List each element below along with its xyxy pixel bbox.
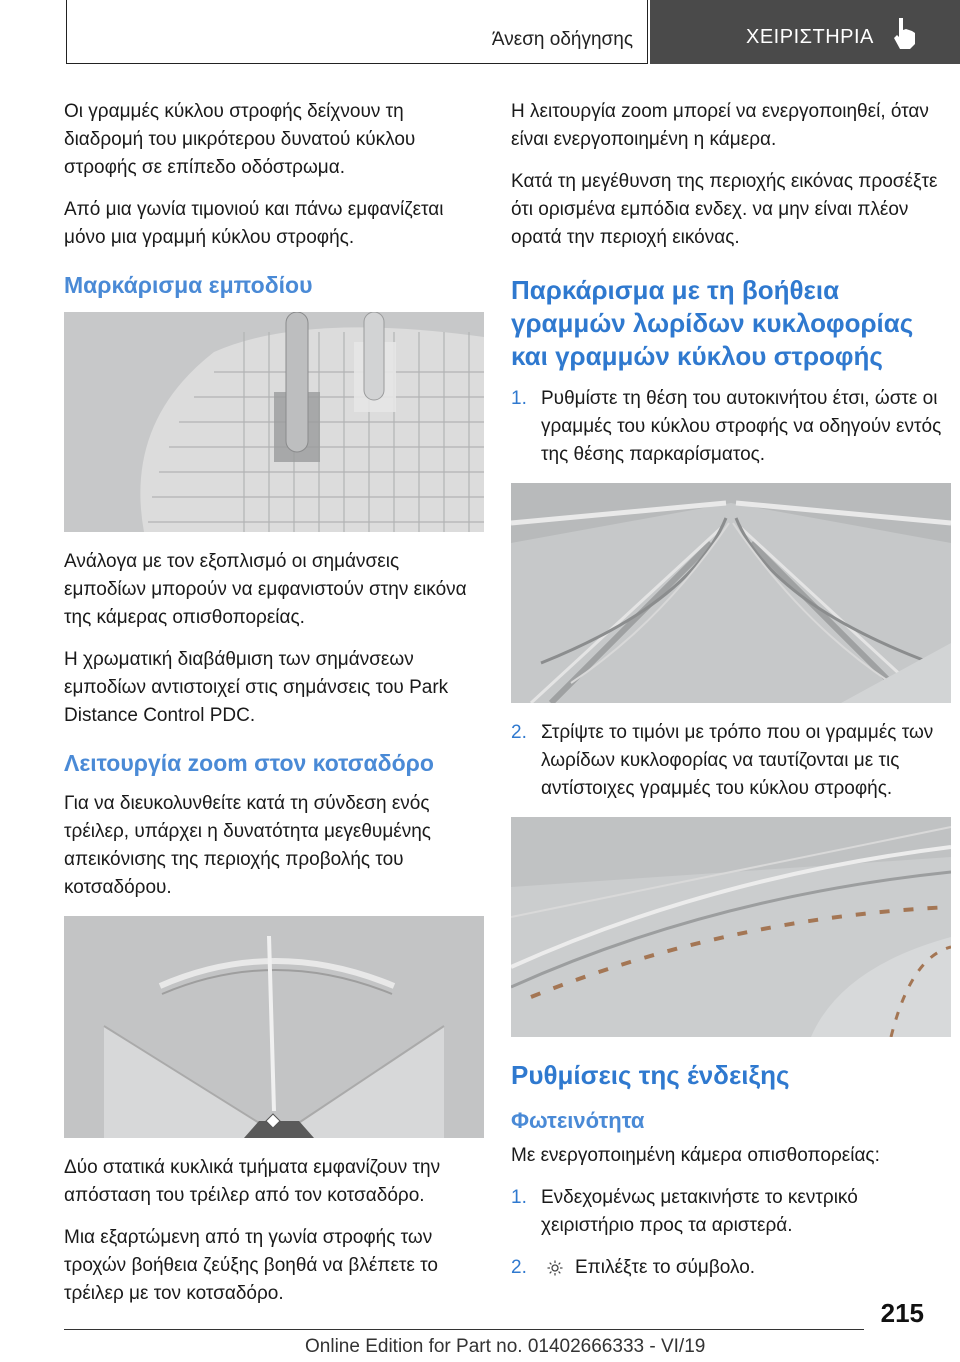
step-number: 1.: [511, 1187, 527, 1208]
lane-alignment-figure: [511, 817, 951, 1037]
paragraph: Ανάλογα με τον εξοπλισμό οι σημάνσεις εμποδίων μπορούν να εμφανιστούν στην εικόνα της κάμερας οπισθοπορείας.: [64, 551, 467, 628]
footer-divider: [64, 1329, 864, 1330]
step-number: 2.: [511, 1257, 527, 1278]
left-column: [64, 98, 484, 1322]
hitch-zoom-figure: [64, 916, 484, 1138]
heading-brightness: Φωτεινότητα: [511, 1108, 645, 1133]
paragraph: Δύο στατικά κυκλικά τμήματα εμφανίζουν την απόσταση του τρέιλερ από τον κοτσαδόρο.: [64, 1157, 441, 1206]
heading-display-settings: Ρυθμίσεις της ένδειξης: [511, 1060, 790, 1090]
lane-lines-figure: [511, 483, 951, 703]
step-text: Στρίψτε το τιμόνι με τρόπο που οι γραμμές των λωρίδων κυκλοφορίας να ταυτίζονται με τις αντίστοιχες γραμμές του κύκλου στροφής.: [541, 722, 934, 799]
paragraph: Οι γραμμές κύκλου στροφής δείχνουν τη διαδρομή του μικρότερου δυνατού κύκλου στροφής σε επίπεδο οδόστρωμα.: [64, 101, 416, 178]
right-column: [511, 98, 951, 1296]
parking-steps: [511, 385, 951, 469]
heading-zoom-hitch: Λειτουργία zoom στον κοτσαδόρο: [64, 750, 434, 776]
footer-edition: Online Edition for Part no. 01402666333 - VI/19: [305, 1336, 706, 1357]
header-section-title: Άνεση οδήγησης: [491, 29, 633, 50]
paragraph: Κατά τη μεγέθυνση της περιοχής εικόνας προσέξτε ότι ορισμένα εμπόδια ενδεχ. να μην είναι πλέον ορατά την περιοχή εικόνας.: [511, 171, 938, 248]
step-number: 2.: [511, 722, 527, 743]
parking-steps-continued: [511, 719, 951, 803]
paragraph: Για να διευκολυνθείτε κατά τη σύνδεση ενός τρέιλερ, υπάρχει η δυνατότητα μεγεθυμένης απεικόνισης της περιοχής προβολής του κοτσαδόρου.: [64, 793, 431, 898]
paragraph: Από μια γωνία τιμονιού και πάνω εμφανίζεται μόνο μια γραμμή κύκλου στροφής.: [64, 199, 444, 248]
page-number: 215: [880, 1298, 924, 1328]
paragraph: Με ενεργοποιημένη κάμερα οπισθοπορείας:: [511, 1145, 880, 1166]
heading-parking-assist: Παρκάρισμα με τη βοήθεια γραμμών λωρίδων κυκλοφορίας και γραμμών κύκλου στροφής: [511, 275, 914, 371]
obstacle-marking-figure: [64, 312, 484, 532]
header-manual-tab: [650, 0, 960, 64]
list-item: [511, 1254, 951, 1282]
step-text: Ενδεχομένως μετακινήστε το κεντρικό χειριστήριο προς τα αριστερά.: [541, 1187, 858, 1236]
list-item: [511, 1184, 951, 1240]
brightness-sun-icon: [547, 1260, 563, 1276]
header-manual-title: ΧΕΙΡΙΣΤΗΡΙΑ: [746, 26, 874, 48]
paragraph: Η λειτουργία zoom μπορεί να ενεργοποιηθεί, όταν είναι ενεργοποιημένη η κάμερα.: [511, 101, 929, 150]
hand-pointer-icon: [890, 16, 920, 50]
list-item: [511, 719, 951, 803]
brightness-steps: [511, 1184, 951, 1282]
step-text: Ρυθμίστε τη θέση του αυτοκινήτου έτσι, ώστε οι γραμμές του κύκλου στροφής να οδηγούν εντός της θέσης παρκαρίσματος.: [541, 388, 942, 465]
step-number: 1.: [511, 388, 527, 409]
step-text: Επιλέξτε το σύμβολο.: [575, 1257, 756, 1278]
paragraph: Η χρωματική διαβάθμιση των σημάνσεων εμποδίων αντιστοιχεί στις σημάνσεις του Park Distance Control PDC.: [64, 649, 449, 726]
header-section-box: [66, 0, 648, 64]
heading-obstacle-marking: Μαρκάρισμα εμποδίου: [64, 272, 313, 298]
list-item: [511, 385, 951, 469]
paragraph: Μια εξαρτώμενη από τη γωνία στροφής των τροχών βοήθεια ζεύξης βοηθά να βλέπετε το τρέιλερ με τον κοτσαδόρο.: [64, 1227, 438, 1304]
